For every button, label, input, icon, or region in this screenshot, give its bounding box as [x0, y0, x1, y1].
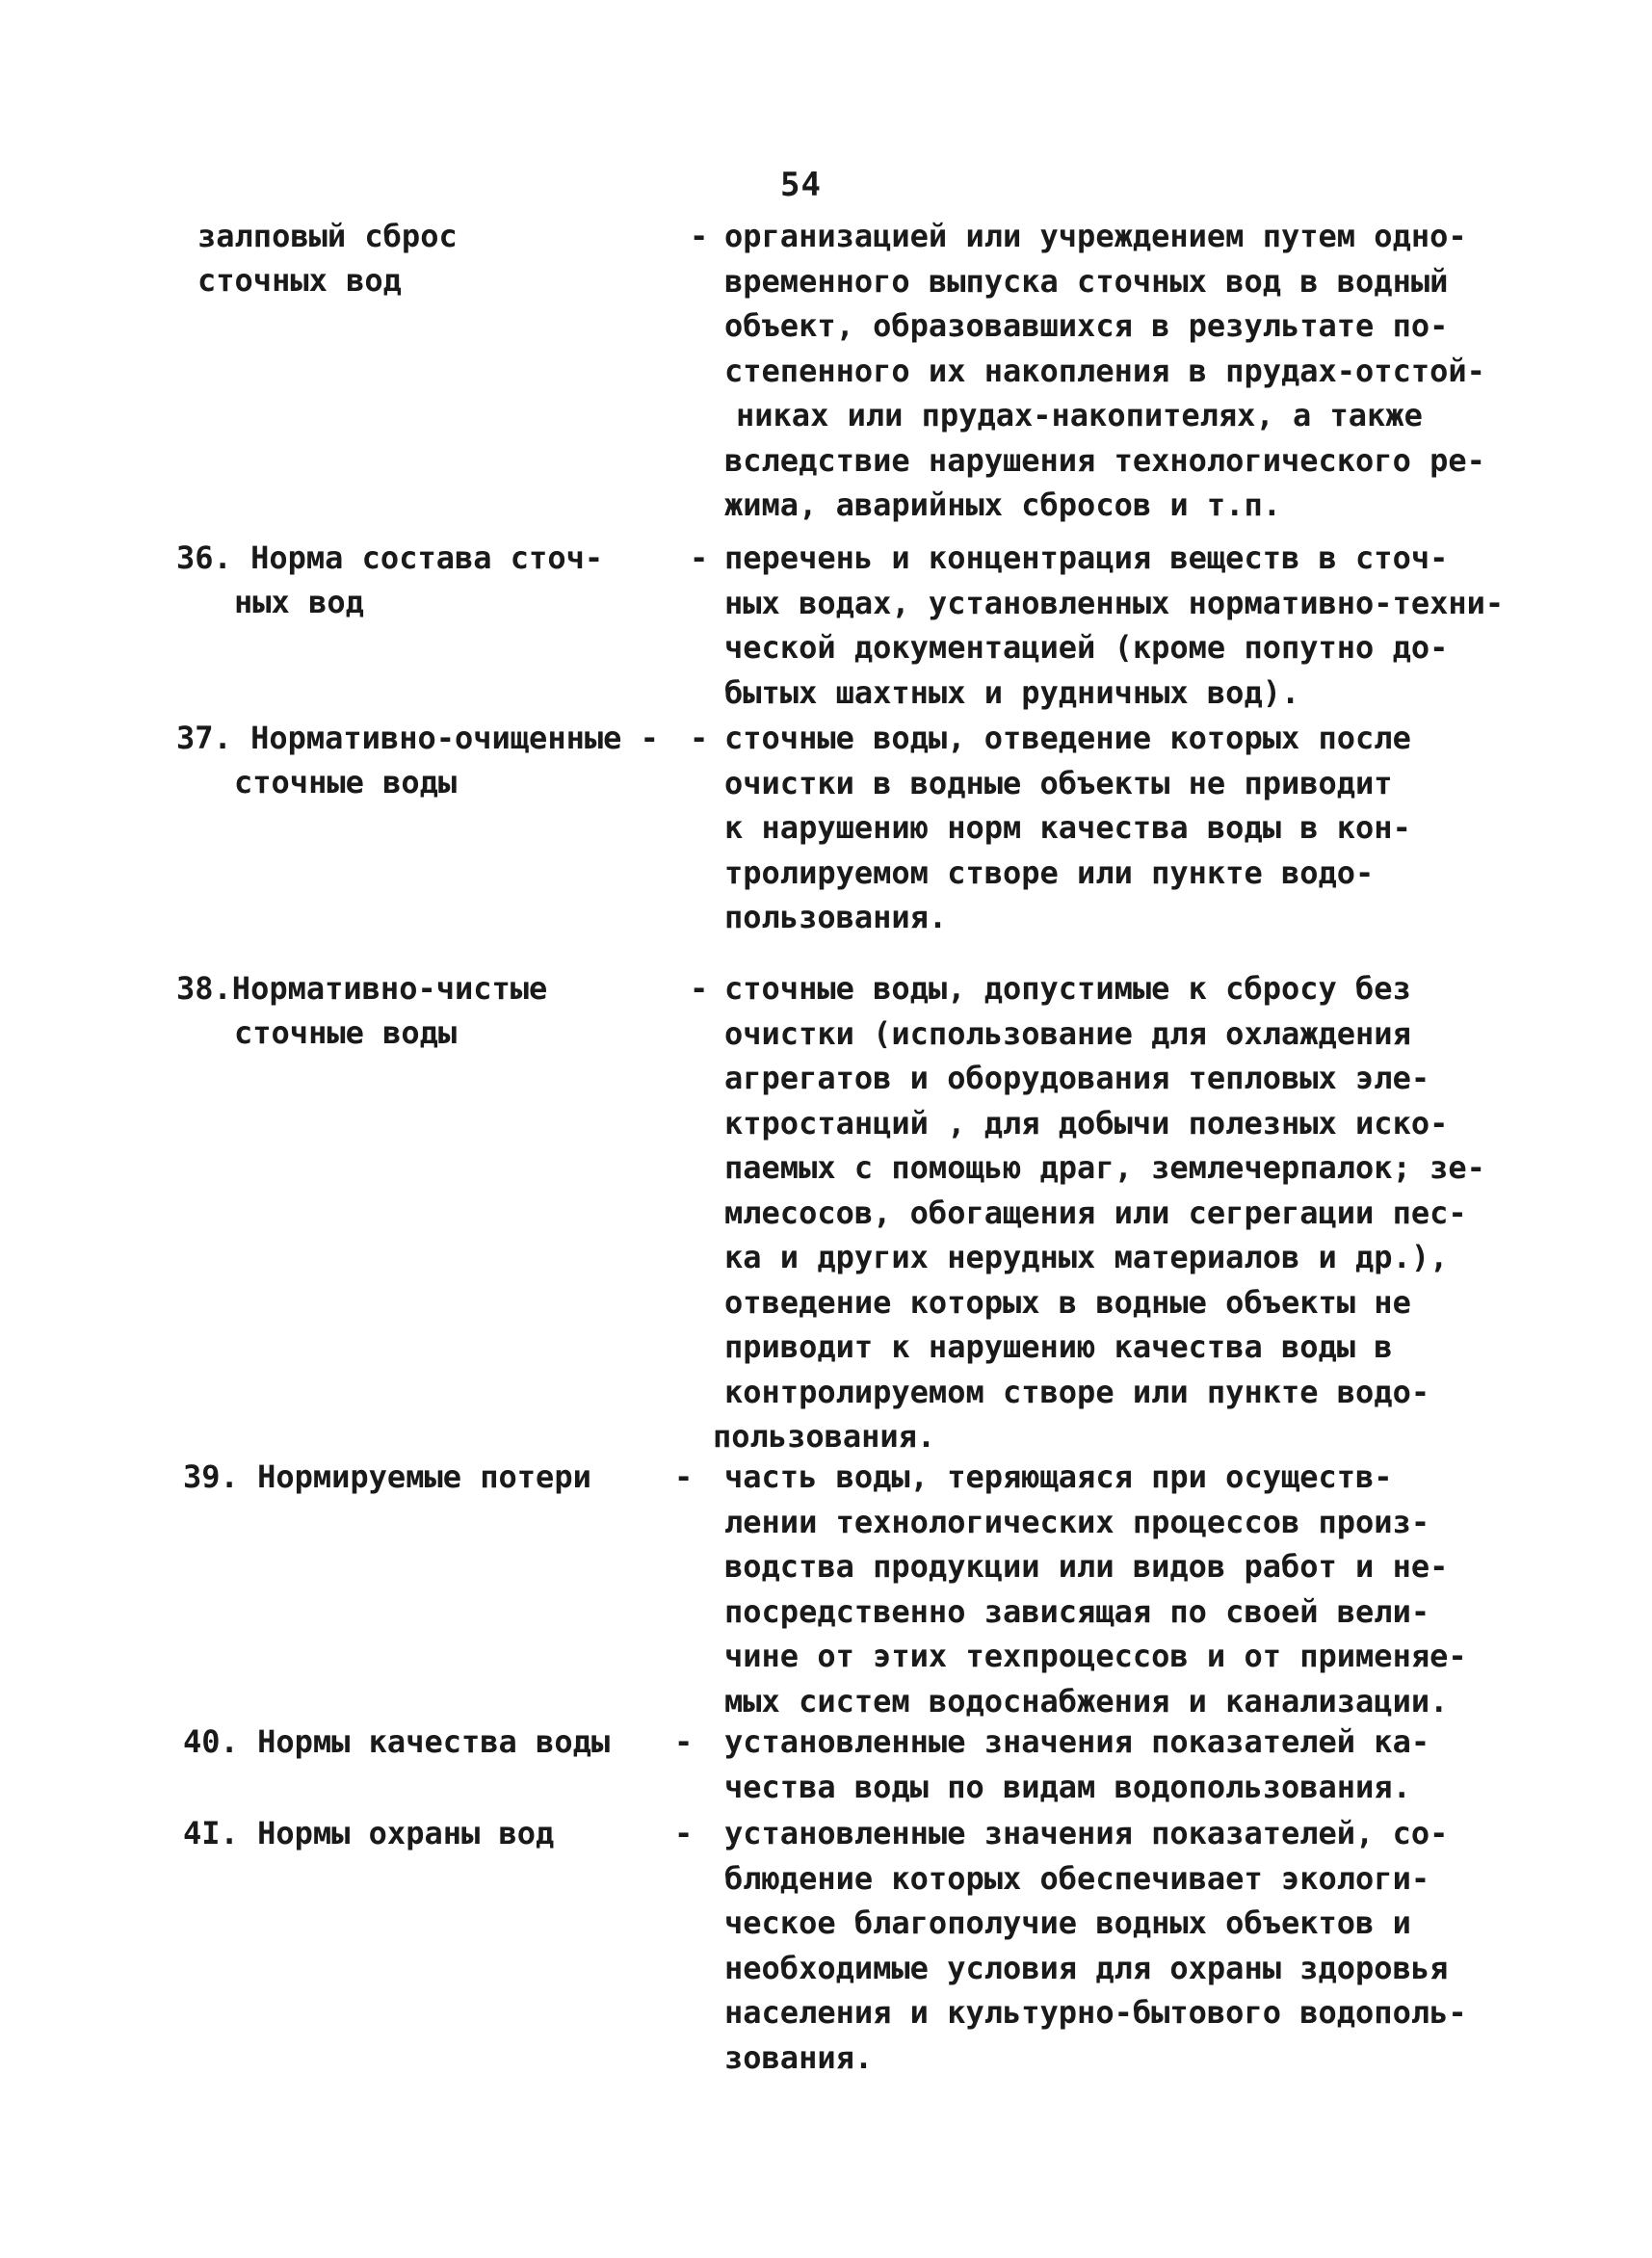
definition-dash: - — [674, 1815, 694, 1851]
definition-line: посредственно зависящая по своей вели- — [724, 1592, 1430, 1630]
definition-line: никах или прудах-накопителях, а также — [736, 397, 1423, 433]
term — [176, 536, 658, 624]
definition-line: временного выпуска сточных вод в водный — [724, 262, 1449, 300]
term-line: сточных вод — [197, 262, 402, 299]
definition-dash: - — [674, 1458, 694, 1495]
term-line: 38.Нормативно-чистые — [176, 970, 548, 1007]
definition-line: к нарушению норм качества воды в кон- — [724, 809, 1411, 846]
definition-line: организацией или учреждением путем одно- — [724, 218, 1467, 254]
definition-line: агрегатов и оборудования тепловых эле- — [724, 1060, 1430, 1096]
definition-line: тролируемом створе или пункте водо- — [724, 853, 1375, 891]
definition-line: ческое благополучие водных объектов и — [724, 1904, 1411, 1941]
definition — [724, 1455, 1495, 1723]
term-line: 36. Норма состава сточ- — [176, 539, 604, 576]
definition-dash: - — [690, 970, 709, 1007]
term — [197, 214, 679, 302]
definition-line: бытых шахтных и рудничных вод). — [724, 673, 1300, 711]
definition-line: зования. — [724, 2038, 874, 2076]
term-line: ных вод — [234, 584, 364, 620]
definition-dash: - — [674, 1723, 694, 1760]
definition-line: блюдение которых обеспечивает экологи- — [724, 1859, 1430, 1897]
definition-line: мых систем водоснабжения и канализации. — [724, 1682, 1449, 1720]
definition-line: лении технологических процессов произ- — [724, 1503, 1430, 1540]
definition — [724, 1811, 1495, 2080]
definition — [713, 966, 1495, 1459]
definition-line: чества воды по видам водопользования. — [724, 1768, 1411, 1805]
term-line: 40. Нормы качества воды — [183, 1723, 611, 1760]
definition-dash: - — [690, 539, 709, 576]
definition-line: часть воды, теряющаяся при осуществ- — [724, 1458, 1393, 1495]
definition-line: степенного их накопления в прудах-отстой- — [724, 352, 1485, 389]
term — [183, 1455, 665, 1499]
definition-line: пользования. — [724, 899, 948, 935]
term-line: залповый сброс — [197, 218, 458, 254]
definition — [724, 214, 1495, 528]
definition-line: очистки (использование для охлаждения — [724, 1014, 1411, 1052]
definition-line: млесосов, обогащения или сегрегации пес- — [724, 1194, 1467, 1231]
definition-line: ных водах, установленных нормативно-техни- — [724, 584, 1505, 621]
definition-line: отведение которых в водные объекты не — [724, 1283, 1411, 1321]
definition-line: водства продукции или видов работ и не- — [724, 1548, 1449, 1585]
term-line: сточные воды — [234, 764, 458, 801]
definition — [724, 1720, 1495, 1809]
definition-line: установленные значения показателей, со- — [724, 1815, 1449, 1851]
definition-line: ческой документацией (кроме попутно до- — [724, 629, 1449, 666]
definition-line: пользования. — [713, 1418, 936, 1455]
term — [183, 1720, 665, 1764]
definition-line: очистки в водные объекты не приводит — [724, 764, 1393, 801]
definition-line: необходимые условия для охраны здоровья — [724, 1949, 1449, 1986]
page-number: 54 — [780, 166, 822, 204]
definition-dash: - — [690, 218, 709, 254]
definition-dash: - — [690, 720, 709, 756]
definition-line: перечень и концентрация веществ в сточ- — [724, 539, 1449, 576]
term-line: 4I. Нормы охраны вод — [183, 1815, 555, 1851]
definition-line: населения и культурно-бытового водополь- — [724, 1994, 1467, 2031]
term-line: 37. Нормативно-очищенные - — [176, 720, 659, 756]
definition-line: контролируемом створе или пункте водо- — [724, 1373, 1430, 1410]
definition-line: вследствие нарушения технологического ре- — [724, 441, 1485, 479]
term — [176, 716, 658, 804]
term-line: 39. Нормируемые потери — [183, 1458, 591, 1495]
definition-line: приводит к нарушению качества воды в — [724, 1328, 1393, 1365]
definition-line: паемых с помощью драг, землечерпалок; зе- — [724, 1149, 1485, 1186]
definition — [724, 536, 1505, 715]
definition — [724, 716, 1495, 940]
term-line: сточные воды — [234, 1014, 458, 1051]
definition-line: объект, образовавшихся в результате по- — [724, 307, 1449, 344]
term — [176, 966, 658, 1055]
definition-line: ктростанций , для добычи полезных иско- — [724, 1104, 1449, 1142]
definition-line: ка и других нерудных материалов и др.), — [724, 1239, 1449, 1275]
definition-line: сточные воды, отведение которых после — [724, 720, 1411, 756]
definition-line: чине от этих техпроцессов и от применяе- — [724, 1638, 1467, 1674]
term — [183, 1811, 665, 1855]
definition-line: установленные значения показателей ка- — [724, 1723, 1430, 1760]
definition-line: сточные воды, допустимые к сбросу без — [724, 970, 1411, 1007]
definition-line: жима, аварийных сбросов и т.п. — [724, 486, 1281, 523]
